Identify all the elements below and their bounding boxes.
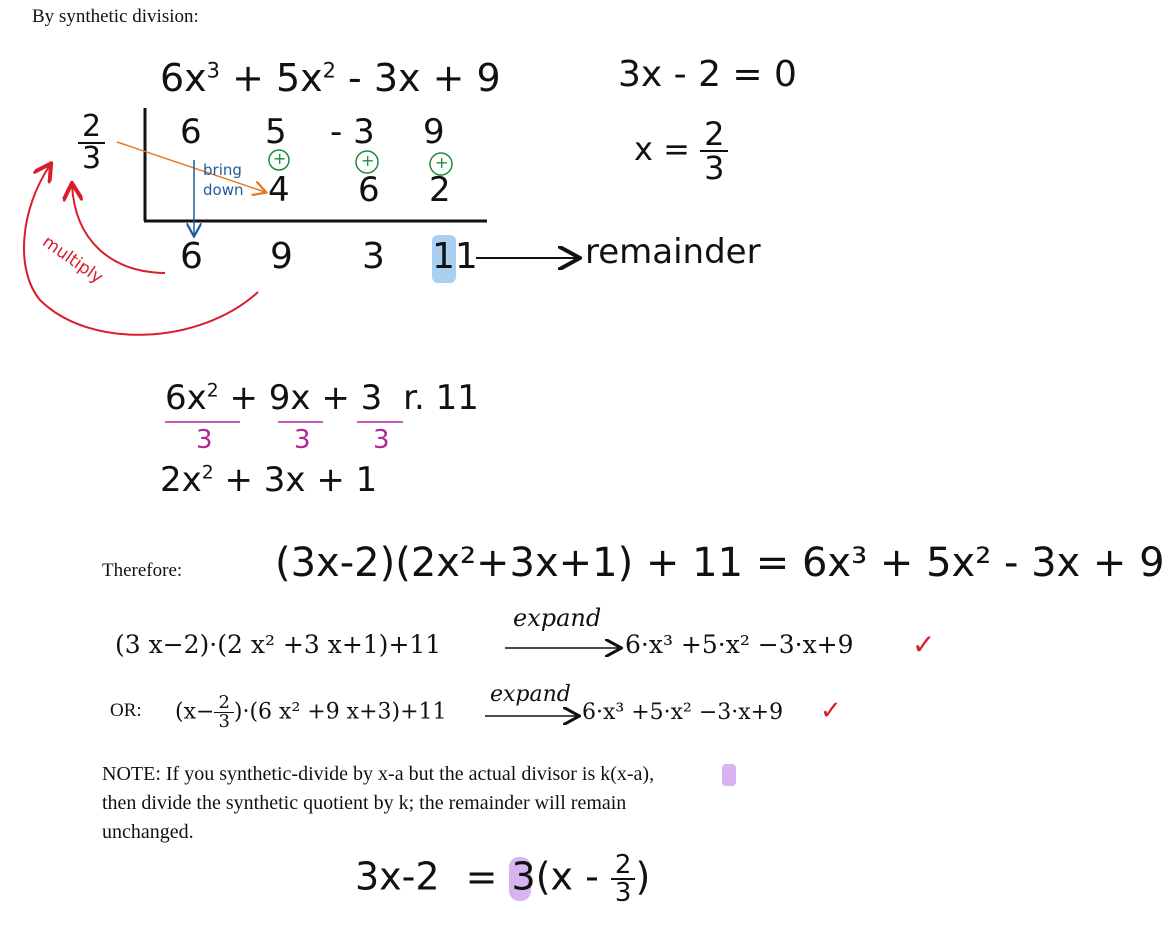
note-line: then divide the synthetic quotient by k; the remainder will remain [102, 792, 627, 814]
term: + 3 [321, 378, 383, 418]
k-highlight [722, 764, 736, 786]
exponent: 3 [206, 58, 220, 83]
check-mark-icon: ✓ [912, 628, 936, 661]
check2-lhs [175, 694, 447, 731]
equals: = [465, 854, 498, 899]
therefore-label: Therefore: [102, 560, 183, 581]
frac-denominator: 3 [614, 878, 632, 908]
quotient-raw [165, 378, 479, 418]
paren-open: (x - [535, 854, 599, 899]
bring-down-label: bring down [203, 161, 244, 199]
term: + 9x [229, 378, 311, 418]
root-equation [634, 115, 728, 187]
result: 6 [180, 236, 203, 277]
term: 6x [165, 378, 207, 418]
factor-equation [355, 852, 650, 906]
divisor-3: 3 [373, 425, 390, 455]
divisor-3: 3 [294, 425, 311, 455]
product: 4 [268, 170, 290, 210]
check2-arrow-label: expand [490, 682, 571, 707]
root-numerator: 2 [78, 112, 105, 144]
coef: 6 [180, 112, 202, 152]
coef: - 3 [330, 112, 375, 152]
note-paragraph [102, 760, 654, 847]
result: 3 [362, 236, 385, 277]
plus-sign: + [361, 151, 375, 170]
synthetic-root [78, 109, 105, 176]
check1-arrow-label: expand [513, 604, 602, 632]
therefore-equation: (3x-2)(2x²+3x+1) + 11 = 6x³ + 5x² - 3x + 9 [275, 540, 1165, 586]
root-denominator: 3 [82, 141, 102, 176]
result: 9 [270, 236, 293, 277]
note-k: k [600, 763, 611, 785]
check1-lhs: (3 x−2)·(2 x² +3 x+1)+11 [115, 630, 442, 659]
check-mark-icon: ✓ [820, 696, 842, 726]
plus-sign: + [435, 153, 449, 172]
dividend [160, 56, 501, 100]
intro-text: By synthetic division: [32, 6, 199, 27]
exponent: 2 [201, 462, 214, 484]
exponent: 2 [322, 58, 336, 83]
note-line: unchanged. [102, 821, 194, 843]
root-numerator: 2 [700, 118, 728, 152]
coef: 5 [265, 112, 287, 152]
check2-rhs: 6·x³ +5·x² −3·x+9 [582, 700, 784, 725]
remainder-value: 11 [432, 236, 478, 277]
term: - 3x + 9 [348, 56, 501, 100]
plus-sign: + [273, 149, 287, 168]
exponent: 2 [206, 380, 219, 402]
remainder: r. 11 [403, 378, 479, 418]
divisor-3: 3 [196, 425, 213, 455]
paren-close: ) [635, 854, 651, 899]
check1-rhs: 6·x³ +5·x² −3·x+9 [625, 630, 854, 659]
factor-k: 3 [511, 854, 536, 899]
term: + 3x + 1 [224, 460, 378, 500]
frac-denominator: 3 [218, 711, 230, 732]
term: 2x [160, 460, 202, 500]
remainder-label: remainder [585, 232, 761, 272]
note-text: (x-a), [610, 763, 655, 785]
term: + 5x [232, 56, 323, 100]
quotient [160, 460, 377, 500]
lhs-pre: (x− [175, 699, 215, 725]
frac-numerator: 2 [611, 852, 636, 880]
divisor-equation: 3x - 2 = 0 [618, 54, 797, 95]
root-denominator: 3 [704, 149, 725, 187]
lhs-post: )·(6 x² +9 x+3)+11 [233, 699, 447, 725]
product: 2 [429, 170, 451, 210]
note-line [102, 760, 654, 789]
term: 6x [160, 56, 207, 100]
multiply-label: multiply [38, 232, 107, 288]
lhs: 3x-2 [355, 854, 440, 899]
frac-numerator: 2 [214, 694, 233, 713]
product: 6 [358, 170, 380, 210]
root-lhs: x = [634, 130, 690, 168]
coef: 9 [423, 112, 445, 152]
note-text: NOTE: If you synthetic-divide by x-a but the actual divisor is [102, 763, 601, 785]
or-label: OR: [110, 700, 142, 721]
